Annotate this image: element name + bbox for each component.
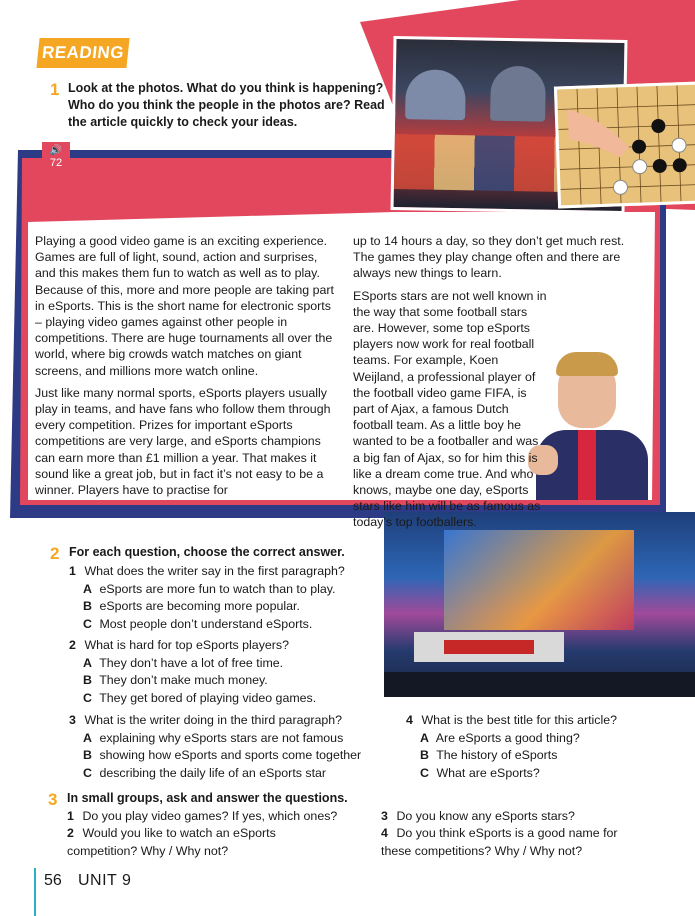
audio-badge[interactable] bbox=[42, 142, 70, 172]
page-number: 56 bbox=[44, 872, 62, 889]
question-1-number: 1 bbox=[50, 80, 60, 99]
question-2-item-4: 4 What is the best title for this article? A Are eSports a good thing? B The history of eSports C What are eSports? bbox=[406, 713, 618, 780]
article-paragraph: up to 14 hours a day, so they don’t get much rest. The games they play change often and there are always new things to learn. bbox=[353, 234, 625, 281]
board-game-photo bbox=[554, 81, 695, 208]
article-paragraph: Playing a good video game is an exciting experience. Games are full of light, sound, action and surprises, and this makes them fun to watch as well as to play. Because of this, more and more people are taking part in eSports. This is the short name for electronic sports – playing video games against other people in competitions. There are huge tournaments all over the world, where big crowds watch matches on giant screens, and millions more watch online. bbox=[35, 234, 334, 378]
question-3-instruction: In small groups, ask and answer the questions. bbox=[67, 791, 348, 805]
question-1-text: Look at the photos. What do you think is happening? Who do you think the people in the photos are? Read the article quickly to check your ideas. bbox=[68, 81, 385, 129]
speaker-icon: 🔊 bbox=[49, 145, 63, 156]
question-3-item-1: 1 Do you play video games? If yes, which ones? bbox=[67, 809, 338, 823]
question-2-item-1: 1 What does the writer say in the first paragraph? A eSports are more fun to watch than to play. B eSports are becoming more popular. C Most people don’t understand eSports. bbox=[69, 564, 345, 631]
question-3-number: 3 bbox=[48, 790, 58, 809]
question-3-item-2: 2 Would you like to watch an eSports competition? Why / Why not? bbox=[67, 826, 276, 858]
esports-arena-photo bbox=[384, 512, 695, 697]
question-2-number: 2 bbox=[50, 544, 60, 563]
question-2-item-2: 2 What is hard for top eSports players? A They don’t have a lot of free time. B They don’t make much money. C They get bored of playing video games. bbox=[69, 638, 317, 705]
question-3-item-3: 3 Do you know any eSports stars? bbox=[381, 809, 575, 823]
article-column-right bbox=[353, 233, 645, 537]
article-paragraph: ESports stars are not well known in the way that some football stars are. However, some top eSports players now work for real football teams. For example, Koen Weijland, a professional player of the football video game FIFA, is part of Ajax, a famous Dutch football team. As a little boy he wanted to be a footballer and was a big fan of Ajax, so for him this is like a dream come true. And who knows, maybe one day, eSports stars like him will be as famous as today’s top footballers. bbox=[353, 288, 547, 530]
footer-divider bbox=[34, 868, 36, 916]
question-2-instruction: For each question, choose the correct answer. bbox=[69, 545, 345, 559]
question-3-item-4: 4 Do you think eSports is a good name for these competitions? Why / Why not? bbox=[381, 826, 618, 858]
section-label: READING bbox=[36, 38, 129, 68]
article-paragraph: Just like many normal sports, eSports players usually play in teams, and have fans who follow them through every competition. Prizes for important eSports competitions are very large, and eSports champions can earn more than £1 million a year. That makes it sound like a great job, but in fact it’s not easy to be a winner. Players have to practise for bbox=[35, 385, 331, 498]
question-2-item-3: 3 What is the writer doing in the third paragraph? A explaining why eSports stars are not famous B showing how eSports and sports come together C describing the daily life of an eSports star bbox=[69, 713, 362, 780]
unit-label: UNIT 9 bbox=[78, 872, 132, 889]
article-column-left bbox=[35, 233, 335, 504]
audio-track-number: 72 bbox=[49, 157, 63, 169]
